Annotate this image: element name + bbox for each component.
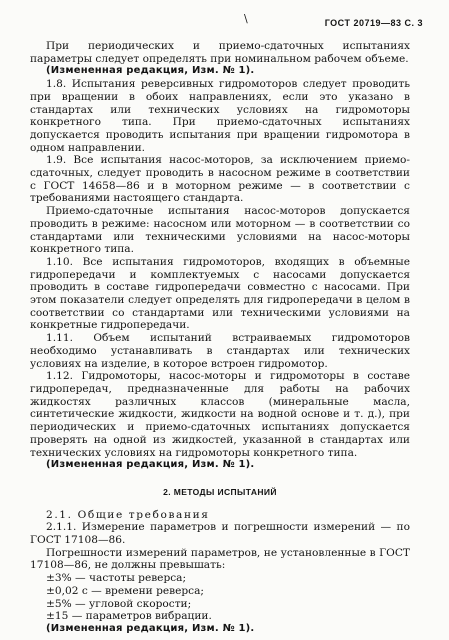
- clause-1-10: 1.10. Все испытания гидромоторов, входящих в объемные гидропередачи и комплектуемых с насосами допускается проводить в составе гидропередачи совместно с насосами. При этом показатели следует определять для гидропередачи в целом в соответствии со стандартами или техническими условиями на конкретные гидропередачи.: [30, 255, 410, 332]
- clause-1-9: 1.9. Все испытания насос-моторов, за исключением приемо-сдаточных, следует проводить в насосном режиме в соответствии с ГОСТ 14658—86 и в моторном режиме — в соответствии с требованиями настоящего стандарта.: [30, 154, 410, 205]
- document-body: [30, 40, 410, 636]
- amendment-note: (Измененная редакция, Изм. № 1).: [46, 622, 255, 634]
- clause-2-1-1: 2.1.1. Измерение параметров и погрешности измерений — по ГОСТ 17108—86.: [30, 521, 410, 547]
- section-title: 2. МЕТОДЫ ИСПЫТАНИЙ: [163, 486, 277, 497]
- paragraph: Приемо-сдаточные испытания насос-моторов допускается проводить в режиме: насосном или моторном — в соответствии со стандартами или техническими условиями на насос-моторы конкретного типа.: [30, 205, 410, 256]
- amendment-note: (Измененная редакция, Изм. № 1).: [46, 459, 255, 471]
- subsection-title: 2.1. Общие требования: [46, 508, 210, 521]
- tolerance-item: ±15 — параметров вибрации.: [46, 610, 212, 623]
- margin-mark: \: [244, 12, 248, 25]
- paragraph: При периодических и приемо-сдаточных испытаниях параметры следует определять при номинальном рабочем объеме.: [30, 40, 410, 65]
- tolerance-item: ±3% — частоты реверса;: [46, 572, 187, 585]
- paragraph: Погрешности измерений параметров, не установленные в ГОСТ 17108—86, не должны превышать:: [30, 546, 410, 572]
- tolerance-item: ±0,02 с — времени реверса;: [46, 584, 204, 597]
- clause-1-11: 1.11. Объем испытаний встраиваемых гидромоторов необходимо устанавливать в стандартах или технических условиях на изделие, в которое встроен гидромотор.: [30, 332, 410, 370]
- page-header: ГОСТ 20719—83 С. 3: [324, 18, 423, 28]
- tolerance-item: ±5% — угловой скорости;: [46, 597, 192, 610]
- amendment-note: (Измененная редакция, Изм. № 1).: [46, 65, 255, 77]
- clause-1-12: 1.12. Гидромоторы, насос-моторы и гидромоторы в составе гидропередач, предназначенные для работы на рабочих жидкостях различных классов (минеральные масла, синтетические жидкости, жидкости на водной основе и т. д.), при периодических и приемо-сдаточных испытаниях допускается проверять на одной из жидкостей, указанной в стандартах или технических условиях на гидромоторы конкретного типа.: [30, 370, 410, 459]
- clause-1-8: 1.8. Испытания реверсивных гидромоторов следует проводить при вращении в обоих направлениях, если это указано в стандартах или технических условиях на гидромоторы конкретного типа. При приемо-сдаточных испытаниях допускается проводить испытания при вращении гидромотора в одном направлении.: [30, 78, 410, 154]
